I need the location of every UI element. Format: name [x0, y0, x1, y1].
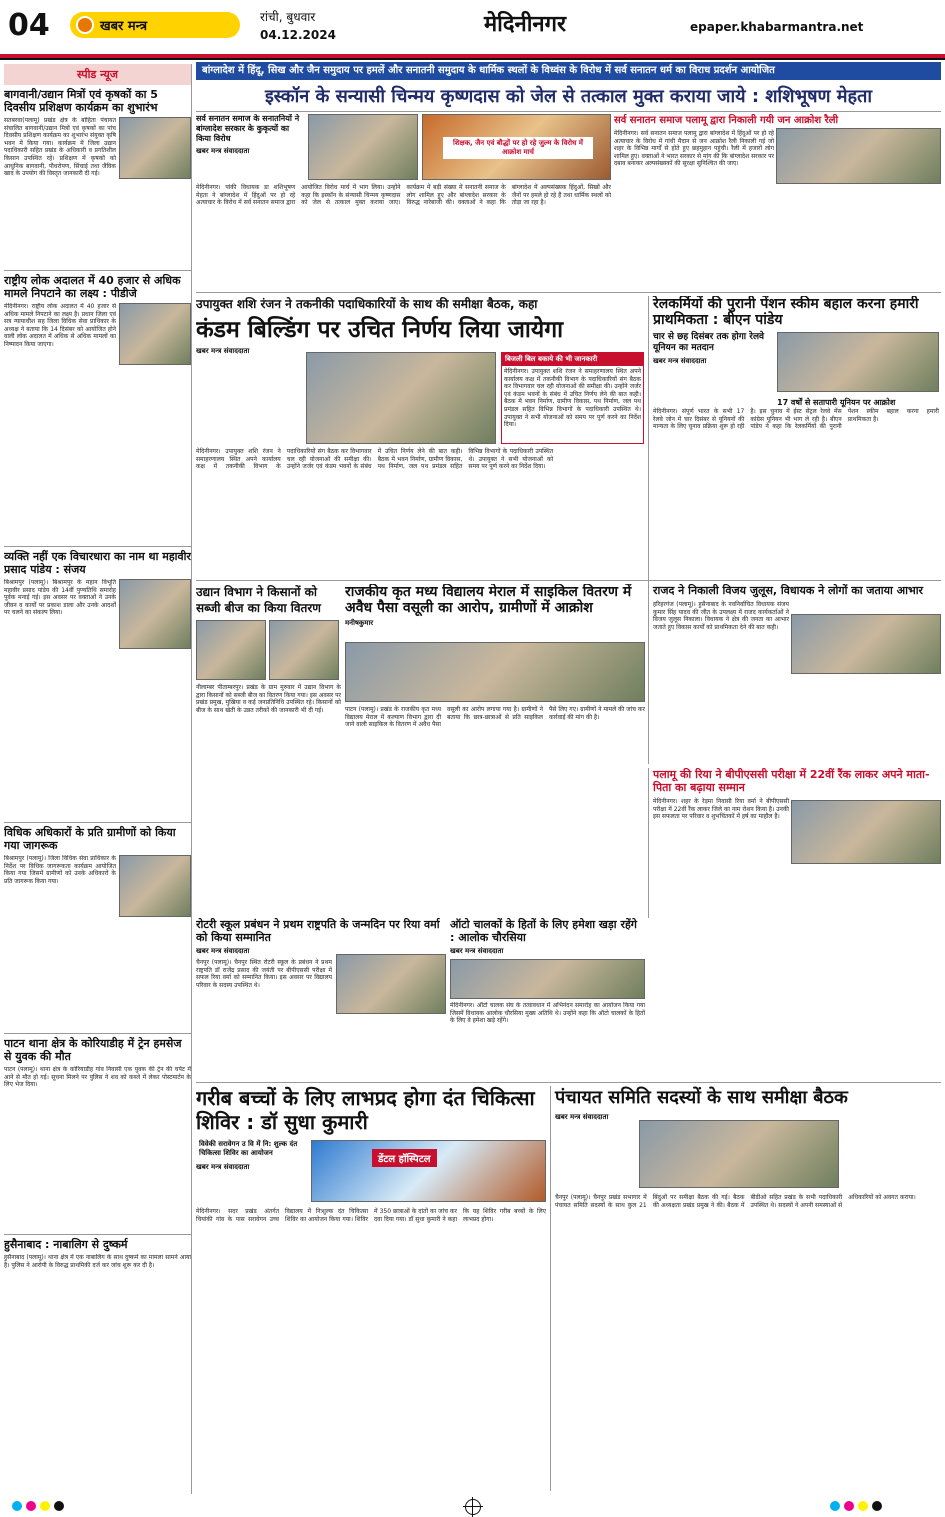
- left-story-2-photo: [119, 303, 191, 365]
- left-story-1-headline[interactable]: बागवानी/उद्यान मित्रों एवं कृषकों का 5 दिवसीय प्रशिक्षण कार्यक्रम का शुभारंभ: [4, 88, 158, 114]
- seed-distribution-story: [196, 584, 341, 914]
- seed-distribution-photo-2: [269, 620, 339, 680]
- bpsc-rank-headline[interactable]: पलामू की रिया ने बीपीएससी परीक्षा में 22वीं रैंक लाकर अपने माता-पिता का बढ़ाया सम्मान: [653, 768, 930, 794]
- left-story-4-photo: [119, 855, 191, 917]
- left-story-3-headline[interactable]: व्यक्ति नहीं एक विचारधारा का नाम था महावीर प्रसाद पांडेय : संजय: [4, 550, 191, 576]
- seed-distribution-body: नीलाम्बर पीताम्बरपुर। प्रखंड के ग्राम मुरुवार में उद्यान विभाग के द्वारा किसानों को सब्जी बीज का वितरण किया गया। इस अवसर पर प्रखंड प्रमुख, मुखिया व कई जनप्रतिनिधि उपस्थित रहे। किसानों को बीज के साथ खेती के उन्नत तरीकों की जानकारी भी दी गई।: [196, 684, 341, 714]
- page-number: 04: [8, 8, 50, 43]
- lead-headline[interactable]: इस्कॉन के सन्यासी चिन्मय कृष्णदास को जेल से तत्काल मुक्त कराया जाये : शशिभूषण मेहता: [196, 82, 941, 112]
- dental-camp-story: [196, 1086, 546, 1491]
- panchayat-review-headline[interactable]: पंचायत समिति सदस्यों के साथ समीक्षा बैठक: [555, 1087, 848, 1108]
- section-title: मेदिनीनगर: [483, 12, 567, 37]
- lead-story-body: मेदिनीनगर। पांकी विधायक डा शशिभूषण मेहता ने बांग्लादेश में हिंदुओं पर हो रहे अत्याचार के विरोध में सर्व सनातन समाज द्वारा आयोजित विरोध मार्च में भाग लिया। उन्होंने कहा कि इस्कॉन के संन्यासी चिन्मय कृष्णदास को जेल से तत्काल मुक्त कराया जाए। कार्यक्रम में बड़ी संख्या में सनातनी समाज के लोग शामिल हुए और बांग्लादेश सरकार के विरुद्ध नारेबाजी की। वक्ताओं ने कहा कि बांग्लादेश में अल्पसंख्यक हिंदुओं, सिखों और जैनों पर हमले हो रहे हैं तथा धार्मिक स्थलों को तोड़ा जा रहा है।: [196, 184, 611, 207]
- railway-pension-sub: चार से छह दिसंबर तक होगा रेलवे यूनियन का मतदान: [653, 332, 765, 353]
- city-day: रांची, बुधवार: [260, 10, 316, 24]
- condemned-building-headline[interactable]: कंडम बिल्डिंग पर उचित निर्णय लिया जायेगा: [196, 317, 564, 343]
- left-story-6-text: हुसैनाबाद (पलामू)। थाना क्षेत्र में एक नाबालिग के साथ दुष्कर्म का मामला सामने आया है। पुलिस ने आरोपी के विरुद्ध प्राथमिकी दर्ज कर जांच शुरू कर दी है।: [4, 1254, 191, 1269]
- lead-story-photo-1: [308, 114, 418, 180]
- condemned-building-byline: खबर मन्त्र संवाददाता: [196, 347, 250, 355]
- rotary-story: [196, 918, 446, 1078]
- bpsc-rank-body: मेदिनीनगर। शहर के रेड़मा निवासी रिया वर्मा ने बीपीएससी परीक्षा में 22वीं रैंक लाकर जिले का नाम रोशन किया है। उनकी इस सफलता पर परिवार व शुभचिंतकों में हर्ष का माहौल है।: [653, 798, 789, 821]
- rotary-headline[interactable]: रोटरी स्कूल प्रबंधन ने प्रथम राष्ट्रपति के जन्मदिन पर रिया वर्मा को किया सम्मानित: [196, 918, 440, 944]
- bpsc-rank-story: [648, 768, 941, 918]
- rally-story: [614, 114, 941, 290]
- railway-pension-inset: 17 वर्षों से सतापारी यूनियन पर आक्रोश: [777, 398, 896, 407]
- lead-story-intro: सर्व सनातन समाज के सनातनियों ने बांग्लादेश सरकार के कुकृत्यों का किया विरोध: [196, 114, 300, 143]
- panchayat-review-story: [550, 1086, 941, 1491]
- railway-pension-byline: खबर मन्त्र संवाददाता: [653, 357, 707, 365]
- top-banner: बांग्लादेश में हिंदू, सिख और जैन समुदाय पर हमलें और सनातनी समुदाय के धार्मिक स्थलों के विध्वंस के विरोध में सर्व सनातन धर्म का विराध प्रदर्शन आयोजित: [196, 62, 941, 80]
- rally-story-headline[interactable]: सर्व सनातन समाज पलामू द्वारा निकाली गयी जन आक्रोश रैली: [614, 115, 839, 126]
- left-story-3-text: बिश्रामपुर (पलामू)। बिश्रामपुर के महान विभूति महावीर प्रसाद पांडेय की 14वीं पुण्यतिथि समारोह पूर्वक मनाई गई। इस अवसर पर वक्ताओं ने उनके जीवन व कार्यों पर प्रकाश डाला और उनके आदर्शों पर चलने का संकल्प लिया।: [4, 579, 116, 617]
- left-story-6-headline[interactable]: हुसैनाबाद : नाबालिग से दुष्कर्म: [4, 1238, 128, 1251]
- seed-distribution-headline[interactable]: उद्यान विभाग ने किसानों को सब्जी बीज का किया वितरण: [196, 585, 321, 615]
- condemned-building-inset: मेदिनीनगर। उपायुक्त शशि रंजन ने समाहरणालय स्थित अपने कार्यालय कक्ष में तकनीकी विभाग के पदाधिकारियों संग बैठक कर विभागवार चल रही योजनाओं की समीक्षा की। उन्होंने जर्जर एवं कंडम भवनों के संबंध में उचित निर्णय लेने की बात कही। बैठक में भवन निर्माण, ग्रामीण विकास, पथ निर्माण, जल पथ प्रमंडल सहित विभिन्न विभागों के पदाधिकारी उपस्थित थे। उपायुक्त ने सभी योजनाओं को समय पर पूर्ण करने का निर्देश दिया।: [504, 368, 641, 429]
- panchayat-review-byline: खबर मन्त्र संवाददाता: [555, 1113, 609, 1121]
- rotary-byline: खबर मन्त्र संवाददाता: [196, 947, 250, 955]
- condemned-building-body: मेदिनीनगर। उपायुक्त शशि रंजन ने समाहरणालय स्थित अपने कार्यालय कक्ष में तकनीकी विभाग के पदाधिकारियों संग बैठक कर विभागवार चल रही योजनाओं की समीक्षा की। उन्होंने जर्जर एवं कंडम भवनों के संबंध में उचित निर्णय लेने की बात कही। बैठक में भवन निर्माण, ग्रामीण विकास, पथ निर्माण, जल पथ प्रमंडल सहित विभिन्न विभागों के पदाधिकारी उपस्थित थे। उपायुक्त ने सभी योजनाओं को समय पर पूर्ण करने का निर्देश दिया।: [196, 448, 554, 471]
- lead-story: [196, 114, 611, 290]
- auto-drivers-headline[interactable]: ऑटो चालकों के हितों के लिए हमेशा खड़ा रहेंगे : आलोक चौरसिया: [450, 918, 637, 944]
- dental-camp-caption: विवेकी सरावेगन उ वि में नि: शुल्क दंत चिकित्सा शिविर का आयोजन: [196, 1138, 306, 1160]
- cycle-distribution-photo: [345, 642, 645, 702]
- victory-procession-headline[interactable]: राजद ने निकाली विजय जुलूस, विधायक ने लोगों का जताया आभार: [653, 584, 924, 597]
- left-story-5-text: पाटन (पलामू)। थाना क्षेत्र के कोरियाडीह गांव निवासी एक युवक की ट्रेन की चपेट में आने से मौत हो गई। सूचना मिलने पर पुलिस ने शव को कब्जे में लेकर पोस्टमार्टम के लिए भेज दिया।: [4, 1066, 191, 1089]
- logo-text: खबर मन्त्र: [100, 19, 148, 34]
- condemned-building-kicker: उपायुक्त शशि रंजन ने तकनीकी पदाधिकारियों के साथ की समीक्षा बैठक, कहा: [196, 297, 538, 311]
- rally-story-photo: [776, 128, 941, 184]
- bpsc-rank-photo: [791, 800, 941, 864]
- seed-distribution-photo-1: [196, 620, 266, 680]
- dental-camp-headline[interactable]: गरीब बच्चों के लिए लाभप्रद होगा दंत चिकित्सा शिविर : डॉ सुधा कुमारी: [196, 1086, 535, 1134]
- left-story-3-photo: [119, 579, 191, 649]
- masthead-rule: [0, 54, 945, 58]
- logo: [70, 12, 240, 38]
- dateline: [260, 8, 336, 44]
- lead-story-photo-2: [422, 114, 611, 180]
- left-column: [4, 64, 192, 1494]
- cycle-distribution-body: पाटन (पलामू)। प्रखंड के राजकीय कृत मध्य विद्यालय मेराल में कल्याण विभाग द्वारा दी जाने वाली साइकिल के वितरण में अवैध पैसा वसूली का आरोप लगाया गया है। ग्रामीणों ने बताया कि छात्र-छात्राओं से प्रति साइकिल पैसे लिए गए। ग्रामीणों ने मामले की जांच कर कार्रवाई की मांग की है।: [345, 706, 645, 729]
- railway-pension-photo: [777, 332, 939, 392]
- left-story-4-headline[interactable]: विधिक अधिकारों के प्रति ग्रामीणों को किया गया जागरूक: [4, 826, 176, 852]
- left-story-2-headline[interactable]: राष्ट्रीय लोक अदालत में 40 हजार से अधिक मामले निपटाने का लक्ष्य : पीडीजे: [4, 274, 181, 300]
- panchayat-review-body: चैनपुर (पलामू)। चैनपुर प्रखंड सभागार में पंचायत समिति सदस्यों के साथ कुल 21 बिंदुओं पर समीक्षा बैठक की गई। बैठक की अध्यक्षता प्रखंड प्रमुख ने की। बैठक में बीडीओ सहित प्रखंड के सभी पदाधिकारी उपस्थित थे। सदस्यों ने अपनी समस्याओं से अधिकारियों को अवगत कराया।: [555, 1194, 916, 1209]
- auto-drivers-byline: खबर मन्त्र संवाददाता: [450, 947, 504, 955]
- auto-drivers-body: मेदिनीनगर। ऑटो चालक संघ के तत्वावधान में अभिनंदन समारोह का आयोजन किया गया जिसमें विधायक आलोक चौरसिया मुख्य अतिथि थे। उन्होंने कहा कि ऑटो चालकों के हितों के लिए वे हमेशा खड़े रहेंगे।: [450, 1002, 645, 1025]
- lead-story-byline: खबर मन्त्र संवाददाता: [196, 147, 250, 155]
- rotary-photo: [336, 954, 446, 1014]
- dental-camp-banner: डेंटल हॉस्पिटल: [372, 1149, 437, 1167]
- victory-procession-body: हरिहरगंज (पलामू)। हुसैनाबाद के नवनिर्वाचित विधायक संजय कुमार सिंह यादव की जीत के उपलक्ष्य में राजद कार्यकर्ताओं ने विजय जुलूस निकाला। विधायक ने क्षेत्र की जनता का आभार जताते हुए विकास कार्यों को प्राथमिकता देने की बात कही।: [653, 601, 789, 631]
- railway-pension-body: मेदिनीनगर। संपूर्ण भारत के सभी 17 रेलवे जोन में चार दिसंबर से यूनियनों की मान्यता के लिए चुनाव प्रक्रिया शुरू हो रही है। इस चुनाव में ईस्ट सेंट्रल रेलवे मेंस कांग्रेस यूनियन भी भाग ले रही है। बीएन पांडेय ने कहा कि रेलकर्मियों की पुरानी पेंशन स्कीम बहाल करना हमारी प्राथमिकता है।: [653, 408, 939, 431]
- lead-story-photo-caption: शिक्षक, जैन एवं बौद्धों पर हो रहे जुल्म के विरोध में आक्रोश मार्च: [443, 137, 593, 159]
- cycle-distribution-headline[interactable]: राजकीय कृत मध्य विद्यालय मेराल में साइकिल वितरण में अवैध पैसा वसूली का आरोप, ग्रामीणों में आक्रोश: [345, 584, 632, 616]
- victory-procession-story: [648, 584, 941, 764]
- cycle-distribution-story: [345, 584, 645, 914]
- registration-mark-icon: [465, 1499, 481, 1515]
- cycle-distribution-byline: मनीषकुमार: [345, 619, 374, 627]
- dental-camp-byline: खबर मन्त्र संवाददाता: [196, 1163, 250, 1171]
- epaper-link[interactable]: epaper.khabarmantra.net: [690, 20, 864, 34]
- panchayat-review-photo: [639, 1120, 839, 1188]
- auto-drivers-photo: [450, 959, 645, 999]
- logo-icon: [76, 16, 94, 34]
- issue-date: 04.12.2024: [260, 28, 336, 42]
- left-story-4-text: बिश्रामपुर (पलामू)। जिला विधिक सेवा प्राधिकार के निर्देश पर विधिक जागरूकता कार्यक्रम आयोजित किया गया जिसमें ग्रामीणों को उनके अधिकारों के प्रति जागरूक किया गया।: [4, 855, 116, 885]
- victory-procession-photo: [791, 614, 941, 674]
- condemned-building-caption: बिजली बिल बकाये की भी जानकारी: [502, 353, 643, 366]
- rally-story-body: मेदिनीनगर। सर्व सनातन समाज पलामू द्वारा बांग्लादेश में हिंदुओं पर हो रहे अत्याचार के विरोध में गांधी मैदान से जन आक्रोश रैली निकाली गई जो शहर के विभिन्न मार्गों से होते हुए छहमुहान पहुंची। रैली में हजारों लोग शामिल हुए। वक्ताओं ने भारत सरकार से मांग की कि बांग्लादेश सरकार पर दबाव बनाकर अल्पसंख्यकों की सुरक्षा सुनिश्चित की जाए।: [614, 130, 774, 168]
- railway-pension-headline[interactable]: रेलकर्मियों की पुरानी पेंशन स्कीम बहाल करना हमारी प्राथमिकता : बीएन पांडेय: [653, 296, 919, 328]
- dental-camp-photo: [311, 1140, 546, 1202]
- left-story-1-photo: [119, 117, 191, 179]
- masthead: [0, 0, 945, 60]
- left-story-2-text: मेदिनीनगर। राष्ट्रीय लोक अदालत में 40 हजार से अधिक मामले निपटाने का लक्ष्य है। प्रधान जिला एवं सत्र न्यायाधीश सह जिला विधिक सेवा प्राधिकार के अध्यक्ष ने बताया कि 14 दिसंबर को आयोजित होने वाली लोक अदालत में अधिक से अधिक मामलों का निष्पादन किया जाएगा।: [4, 303, 116, 348]
- dental-camp-body: मेदिनीनगर। सदर प्रखंड अंतर्गत चियांकी गांव के पास सरावेगन उच्च विद्यालय में निःशुल्क दंत चिकित्सा शिविर का आयोजन किया गया। शिविर में 350 छात्राओं के दांतों का जांच कर दवा दिया गया। डॉ सुधा कुमारी ने कहा कि यह शिविर गरीब बच्चों के लिए लाभप्रद होगा।: [196, 1208, 546, 1223]
- auto-drivers-story: [450, 918, 645, 1078]
- left-story-5-headline[interactable]: पाटन थाना क्षेत्र के कोरियाडीह में ट्रेन हमसेज से युवक की मौत: [4, 1037, 182, 1063]
- rotary-body: चैनपुर (पलामू)। चैनपुर स्थित रोटरी स्कूल के प्रबंधन ने प्रथम राष्ट्रपति डॉ राजेंद्र प्रसाद की जयंती पर बीपीएससी परीक्षा में सफल रिया वर्मा को सम्मानित किया। इस अवसर पर विद्यालय परिवार के सदस्य उपस्थित थे।: [196, 959, 332, 989]
- speed-news-tag: स्पीड न्यूज: [4, 64, 191, 85]
- left-story-1-text: सतबरवा(पलामू) प्रखंड क्षेत्र के बोहिता पंचायत संचालित बागवानी/उद्यान मित्रों एवं कृषकों का पांच दिवसीय प्रशिक्षण कार्यक्रम का शुभारंभ संयुक्त कृषि भवन में किया गया। कार्यक्रम में जिला उद्यान पदाधिकारी सहित प्रखंड के अधिकारी व प्रगतिशील किसान उपस्थित रहे। प्रशिक्षण में कृषकों को आधुनिक बागवानी, पौधरोपण, सिंचाई तथा जैविक खाद के उपयोग की विस्तृत जानकारी दी गई।: [4, 117, 116, 178]
- condemned-building-photo: [306, 352, 496, 444]
